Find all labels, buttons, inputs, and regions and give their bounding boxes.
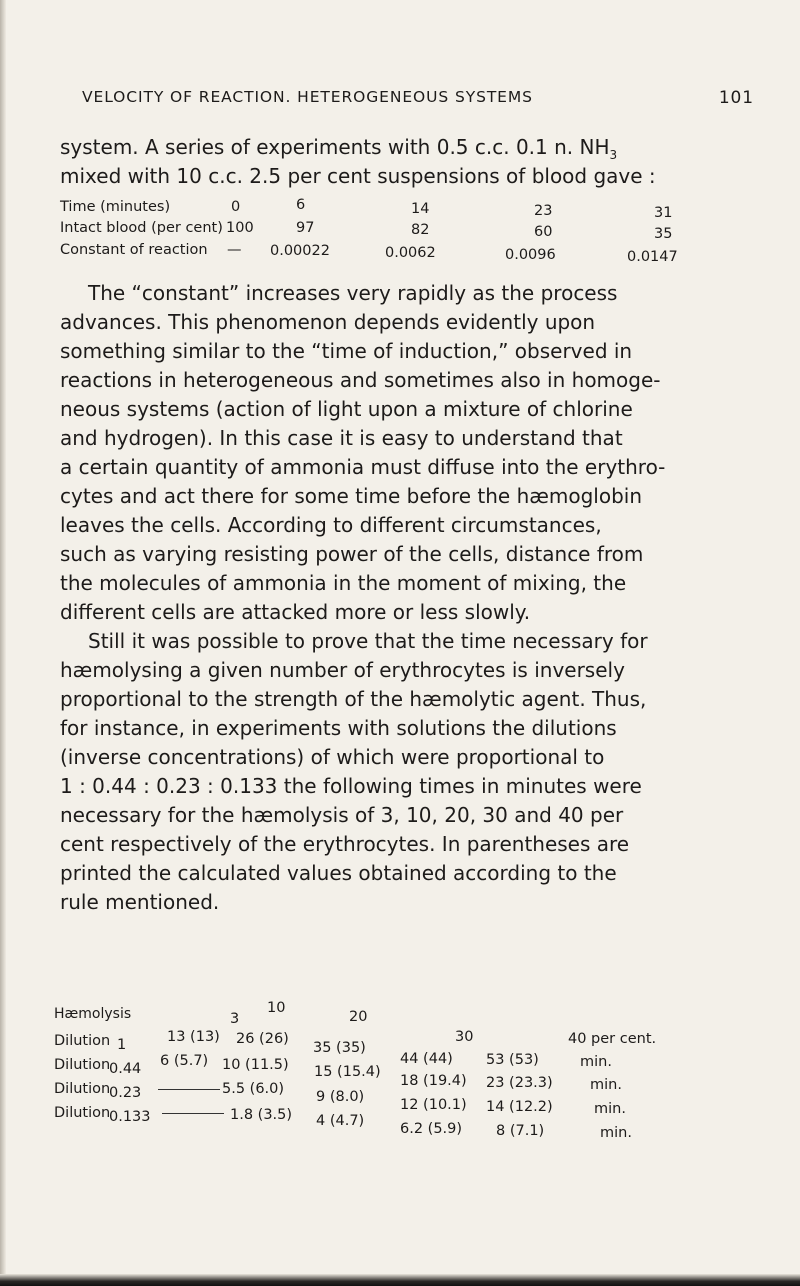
paragraph-line: rule mentioned. bbox=[60, 890, 220, 914]
page-binding-edge bbox=[0, 0, 6, 1286]
table-cell: 0 bbox=[231, 199, 241, 215]
table-cell: 1.8 (3.5) bbox=[230, 1107, 293, 1123]
paragraph-line: different cells are attacked more or less slowly. bbox=[60, 600, 531, 624]
dilution-value: 0.133 bbox=[109, 1109, 151, 1125]
paragraph-line: hæmolysing a given number of erythrocytes is inversely bbox=[60, 658, 625, 682]
table-cell: 14 bbox=[411, 201, 430, 217]
paragraph-line: a certain quantity of ammonia must diffuse into the erythro- bbox=[60, 455, 666, 479]
paragraph-line: necessary for the hæmolysis of 3, 10, 20, 30 and 40 per bbox=[60, 803, 624, 827]
table-cell: 9 (8.0) bbox=[316, 1089, 365, 1105]
dilution-value: 0.44 bbox=[109, 1061, 142, 1077]
table-cell: 60 bbox=[534, 224, 553, 240]
subscript: 3 bbox=[609, 148, 618, 162]
table-cell: 23 (23.3) bbox=[486, 1075, 553, 1091]
unit-label: min. bbox=[580, 1054, 612, 1070]
table-cell: 18 (19.4) bbox=[400, 1073, 467, 1089]
table-cell: 0.0062 bbox=[385, 245, 436, 261]
table-row-label: Intact blood (per cent) bbox=[60, 220, 223, 236]
dash-rule bbox=[158, 1089, 220, 1090]
paragraph-line: printed the calculated values obtained according to the bbox=[60, 861, 617, 885]
table-row-label: Dilution bbox=[54, 1033, 111, 1049]
table-cell: 12 (10.1) bbox=[400, 1097, 467, 1113]
paragraph-line: reactions in heterogeneous and sometimes also in homoge- bbox=[60, 368, 661, 392]
paragraph-line: and hydrogen). In this case it is easy to understand that bbox=[60, 426, 623, 450]
paragraph-line: Still it was possible to prove that the time necessary for bbox=[88, 629, 648, 653]
paragraph-line: cent respectively of the erythrocytes. In parentheses are bbox=[60, 832, 630, 856]
table-cell: 35 bbox=[654, 226, 673, 242]
table-cell: 10 (11.5) bbox=[222, 1057, 289, 1073]
table-cell: 15 (15.4) bbox=[314, 1064, 381, 1080]
paragraph-line: proportional to the strength of the hæmolytic agent. Thus, bbox=[60, 687, 647, 711]
paragraph-line: something similar to the “time of induction,” observed in bbox=[60, 339, 633, 363]
paragraph-line: cytes and act there for some time before the hæmoglobin bbox=[60, 484, 643, 508]
paragraph-line: The “constant” increases very rapidly as the process bbox=[88, 281, 618, 305]
unit-label: min. bbox=[590, 1077, 622, 1093]
table-cell: 6 (5.7) bbox=[160, 1053, 209, 1069]
table-cell: 6 bbox=[296, 197, 306, 213]
table-cell: 44 (44) bbox=[400, 1051, 453, 1067]
table-header-cell: 30 bbox=[455, 1029, 474, 1045]
table-cell: — bbox=[227, 242, 242, 258]
table-cell: 13 (13) bbox=[167, 1029, 220, 1045]
table-row-label: Dilution bbox=[54, 1081, 111, 1097]
paragraph-line: such as varying resisting power of the cells, distance from bbox=[60, 542, 644, 566]
dilution-value: 1 bbox=[117, 1037, 127, 1053]
table-header-cell: 3 bbox=[230, 1011, 240, 1027]
table-cell: 35 (35) bbox=[313, 1040, 366, 1056]
table-cell: 31 bbox=[654, 205, 673, 221]
table-header-label: Hæmolysis bbox=[54, 1006, 132, 1022]
paragraph-line: neous systems (action of light upon a mixture of chlorine bbox=[60, 397, 633, 421]
table-cell: 6.2 (5.9) bbox=[400, 1121, 463, 1137]
table-cell: 97 bbox=[296, 220, 315, 236]
table-cell: 23 bbox=[534, 203, 553, 219]
table-cell: 53 (53) bbox=[486, 1052, 539, 1068]
table-header-cell: 10 bbox=[267, 1000, 286, 1016]
dilution-value: 0.23 bbox=[109, 1085, 142, 1101]
paragraph-line: advances. This phenomenon depends evidently upon bbox=[60, 310, 596, 334]
dash-rule bbox=[162, 1113, 224, 1114]
table-row-label: Dilution bbox=[54, 1057, 111, 1073]
intro-line: system. A series of experiments with 0.5 c.c. 0.1 n. $NH_3$ bbox=[60, 135, 618, 162]
unit-label: min. bbox=[600, 1125, 632, 1141]
page-bottom-edge bbox=[0, 1274, 800, 1286]
table-cell: 100 bbox=[226, 220, 254, 236]
table-cell: 0.00022 bbox=[270, 243, 330, 259]
table-cell: 4 (4.7) bbox=[316, 1113, 365, 1129]
intro-line: mixed with 10 c.c. 2.5 per cent suspensions of blood gave : bbox=[60, 164, 656, 188]
table-header-cell: 20 bbox=[349, 1009, 368, 1025]
page-number: 101 bbox=[718, 88, 754, 108]
table-row-label: Time (minutes) bbox=[60, 199, 171, 215]
table-cell: 8 (7.1) bbox=[496, 1123, 545, 1139]
paragraph-line: the molecules of ammonia in the moment of mixing, the bbox=[60, 571, 627, 595]
paragraph-line: leaves the cells. According to different circumstances, bbox=[60, 513, 602, 537]
table-cell: 5.5 (6.0) bbox=[222, 1081, 285, 1097]
table-header-cell: 40 per cent. bbox=[568, 1031, 657, 1047]
table-row-label: Constant of reaction bbox=[60, 242, 208, 258]
table-cell: 14 (12.2) bbox=[486, 1099, 553, 1115]
table-cell: 0.0096 bbox=[505, 247, 556, 263]
table-cell: 26 (26) bbox=[236, 1031, 289, 1047]
paragraph-line: for instance, in experiments with solutions the dilutions bbox=[60, 716, 617, 740]
paragraph-line: (inverse concentrations) of which were proportional to bbox=[60, 745, 605, 769]
table-cell: 82 bbox=[411, 222, 430, 238]
paragraph-line: 1 : 0.44 : 0.23 : 0.133 the following times in minutes were bbox=[60, 774, 642, 798]
unit-label: min. bbox=[594, 1101, 626, 1117]
table-cell: 0.0147 bbox=[627, 249, 678, 265]
table-row-label: Dilution bbox=[54, 1105, 111, 1121]
running-title: VELOCITY OF REACTION. HETEROGENEOUS SYSTEMS bbox=[82, 88, 533, 106]
